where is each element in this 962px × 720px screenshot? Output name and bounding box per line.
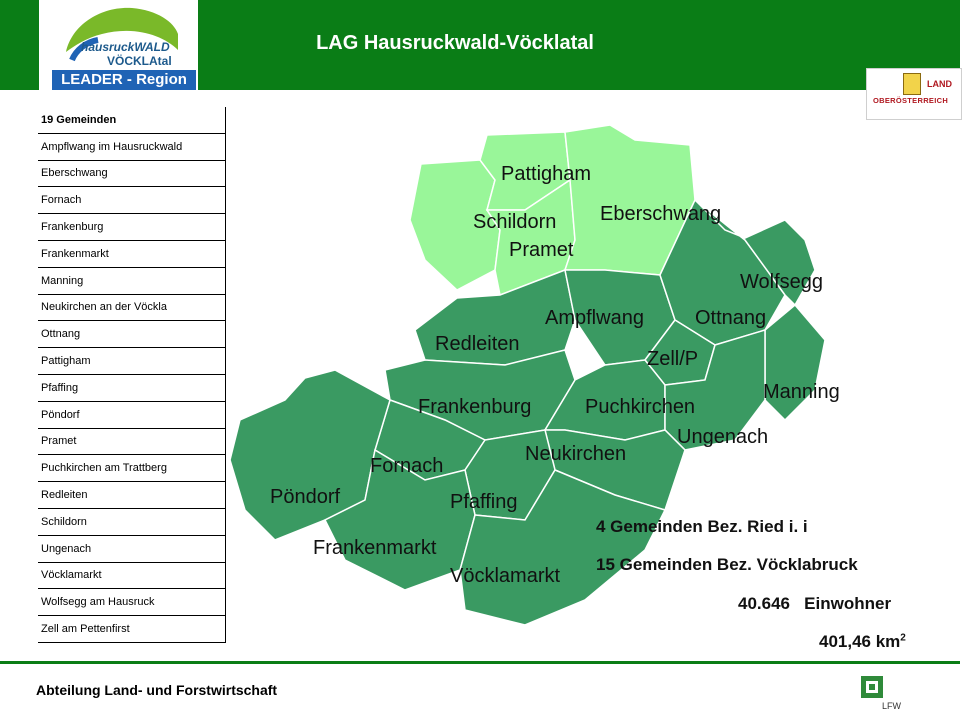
municipality-cell: Eberschwang [38,160,226,187]
table-row [38,321,226,348]
table-row [38,401,226,428]
table-header: 19 Gemeinden [38,107,226,133]
table-row [38,187,226,214]
municipality-table [38,107,226,643]
municipality-cell: Ampflwang im Hausruckwald [38,133,226,160]
map-label-neukirchen: Neukirchen [525,443,627,465]
table-row [38,160,226,187]
municipality-cell: Ungenach [38,535,226,562]
footer-text: Abteilung Land- und Forstwirtschaft [36,682,278,698]
table-row [38,348,226,375]
map-label-manning: Manning [763,381,840,403]
map-label-pfaffing: Pfaffing [450,491,518,513]
logo-banner: LEADER - Region [52,70,196,90]
footer-divider [0,661,960,664]
logo-text-voecklatal: VÖCKLAtal [107,54,172,68]
table-row [38,374,226,401]
municipality-cell: Ottnang [38,321,226,348]
stat-area-value: 401,46 km [819,632,901,651]
map-label-puchkirchen: Puchkirchen [585,396,696,418]
map-label-ampflwang: Ampflwang [545,307,644,329]
map-label-fornach: Fornach [370,455,444,477]
table-header-row [38,107,226,133]
map-label-pramet: Pramet [509,239,574,261]
table-row [38,455,226,482]
leader-region-logo [39,0,198,90]
table-row [38,240,226,267]
municipality-cell: Neukirchen an der Vöckla [38,294,226,321]
municipality-cell: Pfaffing [38,374,226,401]
lfw-logo-text: LFW [882,701,901,711]
stat-population: 40.646 Einwohner [738,594,892,613]
map-label-eberschwang: Eberschwang [600,203,722,225]
table-row [38,267,226,294]
municipality-cell: Wolfsegg am Hausruck [38,589,226,616]
table-row [38,428,226,455]
table-row [38,294,226,321]
map-label-poendorf: Pöndorf [270,486,341,508]
coat-of-arms-icon [903,73,921,95]
municipality-cell: Pöndorf [38,401,226,428]
table-row [38,535,226,562]
table-row [38,589,226,616]
ooe-logo-land: LAND [927,79,952,89]
map-label-redleiten: Redleiten [435,333,520,355]
municipality-cell: Puchkirchen am Trattberg [38,455,226,482]
map-label-pattigham: Pattigham [501,163,592,185]
municipality-cell: Pramet [38,428,226,455]
municipality-cell: Frankenburg [38,214,226,241]
table-row [38,482,226,509]
page-title: LAG Hausruckwald-Vöcklatal [316,32,594,54]
stat-ried: 4 Gemeinden Bez. Ried i. i [596,517,808,536]
stat-area-unit-sup: 2 [900,632,906,644]
lfw-logo-icon [860,675,901,713]
municipality-cell: Redleiten [38,482,226,509]
table-row [38,133,226,160]
municipality-cell: Schildorn [38,508,226,535]
map-label-frankenburg: Frankenburg [418,396,532,418]
stat-area [819,632,906,652]
stat-voecklabruck: 15 Gemeinden Bez. Vöcklabruck [596,555,858,574]
map-label-wolfsegg: Wolfsegg [740,271,824,293]
map-label-ottnang: Ottnang [695,307,767,329]
table-row [38,508,226,535]
municipality-cell: Manning [38,267,226,294]
map-label-ungenach: Ungenach [677,426,769,448]
map-label-frankenmarkt: Frankenmarkt [313,537,437,559]
municipality-cell: Vöcklamarkt [38,562,226,589]
table-row [38,214,226,241]
table-row [38,562,226,589]
municipality-cell: Pattigham [38,348,226,375]
oberoesterreich-logo [866,68,962,120]
map-label-voecklamarkt: Vöcklamarkt [450,565,561,587]
municipality-cell: Zell am Pettenfirst [38,616,226,643]
map-label-schildorn: Schildorn [473,211,557,233]
ooe-logo-name: OBERÖSTERREICH [873,96,949,105]
logo-text-hausruckwald: hausruckWALD [81,40,170,54]
map-label-zell: Zell/P [647,348,699,370]
table-row [38,616,226,643]
municipality-cell: Frankenmarkt [38,240,226,267]
municipality-cell: Fornach [38,187,226,214]
